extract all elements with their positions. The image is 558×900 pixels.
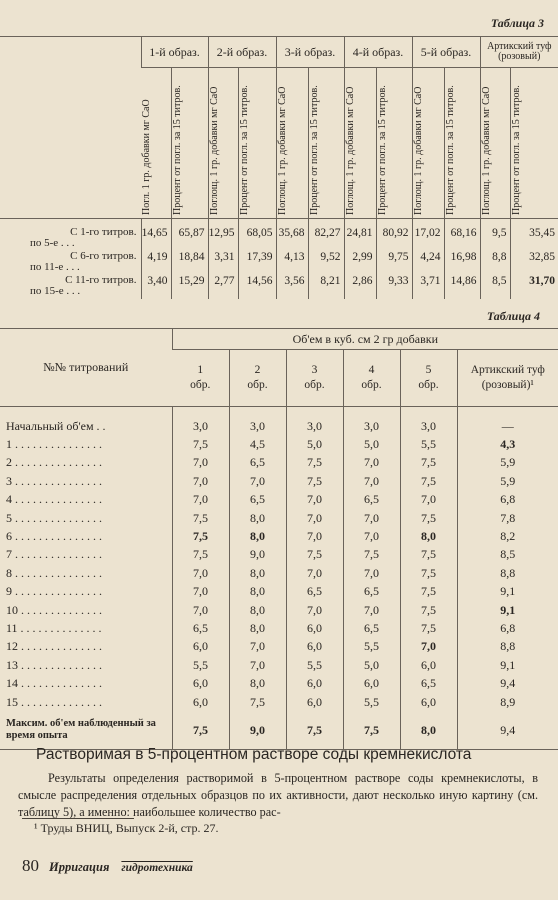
table3-cell: 35,45 — [510, 227, 558, 251]
table3-group: 5-й образ. — [412, 37, 480, 68]
table3-row-label-line2: по 15-е . . . — [30, 285, 81, 297]
table4-max-cell: 8,0 — [400, 711, 457, 750]
table4-col-num: 3 — [311, 364, 318, 376]
table3-corner — [0, 37, 141, 219]
table3-row-label — [0, 251, 141, 275]
table3-cell: 14,86 — [444, 275, 480, 299]
table4-row-label: 2 . . . . . . . . . . . . . . . — [6, 455, 102, 470]
table4-row-label: 15 . . . . . . . . . . . . . . — [6, 694, 102, 709]
table4-cell: 7,5 — [400, 546, 457, 564]
table4-cell: 6,0 — [343, 674, 400, 692]
table4-cell: 7,0 — [400, 638, 457, 656]
table4-cell: 6,0 — [400, 656, 457, 674]
table4-cell: 6,8 — [457, 491, 558, 509]
table4-cell: 9,1 — [457, 583, 558, 601]
table4-row-label: 4 . . . . . . . . . . . . . . . — [6, 492, 102, 507]
table4-row-label: 9 . . . . . . . . . . . . . . . — [6, 584, 102, 599]
footnote: ¹ Труды ВНИЦ, Выпуск 2-й, стр. 27. — [34, 821, 219, 835]
table4-cell: 8,2 — [457, 527, 558, 545]
table4-cell: 7,0 — [229, 638, 286, 656]
table3-cell: 2,99 — [344, 251, 376, 275]
table4-cell: 7,0 — [172, 583, 229, 601]
table3-row — [0, 251, 558, 275]
table4-cell: 3,0 — [343, 407, 400, 436]
table4-cell: 6,0 — [172, 638, 229, 656]
table4-row — [0, 491, 558, 509]
table4-cell: 7,0 — [343, 509, 400, 527]
table4-max-label: Максим. об'ем наблюденный за время опыта — [0, 711, 172, 750]
table3-subheader: Процент от погл. за 15 титров. — [238, 85, 250, 215]
table4-cell: 6,5 — [172, 619, 229, 637]
table4-row-label: 11 . . . . . . . . . . . . . . — [6, 620, 102, 635]
table4-cell: 5,5 — [286, 656, 343, 674]
table4-cell: 7,5 — [400, 583, 457, 601]
table3-cell: 80,92 — [376, 227, 412, 251]
table3-cell: 31,70 — [510, 275, 558, 299]
table4-row-label: 5 . . . . . . . . . . . . . . . — [6, 510, 102, 525]
table4-row-label: 12 . . . . . . . . . . . . . . — [6, 639, 102, 654]
table4-row — [0, 509, 558, 527]
table3-caption: Таблица 3 — [490, 16, 544, 30]
table4-col-sub: обр. — [361, 379, 382, 391]
table4-row-label: 13 . . . . . . . . . . . . . . — [6, 657, 102, 672]
table4-cell: 7,5 — [343, 546, 400, 564]
table4-cell: 7,5 — [286, 546, 343, 564]
table3-cell: 17,39 — [238, 251, 276, 275]
table4-row-label: 8 . . . . . . . . . . . . . . . — [6, 565, 102, 580]
table4-row — [0, 674, 558, 692]
table3-cell: 14,65 — [141, 227, 171, 251]
table4-row — [0, 472, 558, 490]
table4-row — [0, 619, 558, 637]
table3-cell: 24,81 — [344, 227, 376, 251]
table4-col-sub: обр. — [190, 379, 211, 391]
table4-caption: Таблица 4 — [486, 309, 540, 323]
table4-cell: 7,0 — [343, 454, 400, 472]
table3-cell: 65,87 — [171, 227, 208, 251]
table4-cell: 7,0 — [286, 491, 343, 509]
table4-cell: 6,0 — [400, 693, 457, 711]
body-paragraph: Результаты определения растворимой в 5-процентном растворе соды кремнекислоты, в смысле распределения отдельных образцов по их активности, дают несколько иную картину (см. таблицу 5), а именно: наибольшее количество рас- — [18, 771, 538, 819]
table3-cell: 82,27 — [308, 227, 344, 251]
table4-cell: 9,4 — [457, 674, 558, 692]
table4-cell: 6,5 — [400, 674, 457, 692]
table4-cell: 8,5 — [457, 546, 558, 564]
table4-cell: 7,5 — [229, 693, 286, 711]
table4-cell: 4,3 — [457, 435, 558, 453]
table4-cell: 6,5 — [343, 583, 400, 601]
table4-cell: 6,5 — [229, 491, 286, 509]
table3-row-label-line1: С 1-го титров. — [70, 226, 137, 238]
table4-cell: 8,0 — [229, 564, 286, 582]
table4-cell: 5,0 — [286, 435, 343, 453]
table4-max-cell: 9,4 — [457, 711, 558, 750]
table4-cell: 7,0 — [286, 509, 343, 527]
table4-cell: 5,9 — [457, 472, 558, 490]
table3-cell: 35,68 — [276, 227, 308, 251]
table4-cell: 5,0 — [343, 656, 400, 674]
table4-row — [0, 693, 558, 711]
table4-cell: 8,0 — [229, 619, 286, 637]
table4-cell: 7,5 — [400, 472, 457, 490]
table4-row — [0, 454, 558, 472]
table4-cell: 7,5 — [172, 546, 229, 564]
table4-cell: 7,0 — [286, 564, 343, 582]
table3-subheader: Поглощ. 1 гр. добавки мг CaO — [276, 86, 288, 215]
table3-cell: 3,31 — [208, 251, 238, 275]
table4-row — [0, 564, 558, 582]
page-number: 80 — [22, 856, 39, 875]
table3-cell: 32,85 — [510, 251, 558, 275]
table3-cell: 2,86 — [344, 275, 376, 299]
journal-subject: гидротехника — [121, 862, 193, 874]
table3-subheader: Поглощ. 1 гр. добавки мг CaO — [208, 86, 220, 215]
table4-row — [0, 435, 558, 453]
table3-row-label — [0, 227, 141, 251]
table4-cell: 5,5 — [343, 693, 400, 711]
table4-cell: 6,0 — [172, 674, 229, 692]
table4-cell: 7,5 — [172, 527, 229, 545]
table3-cell: 16,98 — [444, 251, 480, 275]
table4-row-label: 6 . . . . . . . . . . . . . . . — [6, 529, 102, 544]
table3-subheader: Погл. 1 гр. добавки мг CaO — [141, 99, 152, 215]
table4-cell: 7,0 — [400, 491, 457, 509]
table4-cell: 7,0 — [172, 564, 229, 582]
table4-group-header: Об'ем в куб. см 2 гр добавки — [172, 329, 558, 350]
table3-cell: 15,29 — [171, 275, 208, 299]
table4-cell: 4,5 — [229, 435, 286, 453]
table4-row — [0, 546, 558, 564]
table4-cell: 7,0 — [343, 564, 400, 582]
table4-cell: 7,0 — [229, 472, 286, 490]
table4-cell: 7,5 — [400, 601, 457, 619]
table4-row — [0, 638, 558, 656]
table4-col-sub: обр. — [418, 379, 439, 391]
table3-cell: 8,5 — [480, 275, 510, 299]
table3-cell: 4,24 — [412, 251, 444, 275]
table4-max-row — [0, 711, 558, 750]
table4-cell: 8,0 — [229, 583, 286, 601]
table4-cell: 6,0 — [286, 638, 343, 656]
table4-cell: 7,5 — [400, 509, 457, 527]
table3-subheader: Поглощ. 1 гр. добавки мг CaO — [412, 86, 424, 215]
table4-max-cell: 9,0 — [229, 711, 286, 750]
section-heading: Растворимая в 5-процентном растворе соды кремнекислота — [36, 746, 472, 763]
table3-group: Артикский туф (розовый) — [480, 37, 558, 68]
table4-row-label: 1 . . . . . . . . . . . . . . . — [6, 437, 102, 452]
table4-cell: 3,0 — [229, 407, 286, 436]
table3-row-label — [0, 275, 141, 299]
table4-cell: 6,8 — [457, 619, 558, 637]
table4-cell: 6,5 — [229, 454, 286, 472]
table4-cell: 8,0 — [229, 527, 286, 545]
table3-subheader: Процент от погл. за 15 титров. — [444, 85, 456, 215]
table3-group-row — [0, 37, 558, 68]
table4-cell: — — [457, 407, 558, 436]
table4-tuff-header-sub: (розовый)¹ — [481, 379, 534, 391]
table4-cell: 8,0 — [229, 509, 286, 527]
table3-row-label-line1: С 11-го титров. — [65, 274, 137, 286]
table4-row-label: 14 . . . . . . . . . . . . . . — [6, 676, 102, 691]
table4-cell: 9,1 — [457, 656, 558, 674]
table3-subheader: Поглощ. 1 гр. добавки мг CaO — [344, 86, 356, 215]
table4-max-cell: 7,5 — [286, 711, 343, 750]
table4-row — [0, 656, 558, 674]
table4 — [0, 328, 558, 750]
table4-cell: 5,9 — [457, 454, 558, 472]
table3-group: 2-й образ. — [208, 37, 276, 68]
table4-cell: 8,8 — [457, 638, 558, 656]
table4-cell: 7,0 — [172, 601, 229, 619]
table4-row — [0, 583, 558, 601]
table4-cell: 8,0 — [400, 527, 457, 545]
table3-cell: 4,13 — [276, 251, 308, 275]
table4-cell: 7,0 — [229, 656, 286, 674]
table4-cell: 3,0 — [172, 407, 229, 436]
table4-col-num: 2 — [254, 364, 261, 376]
table3-cell: 8,21 — [308, 275, 344, 299]
table3-cell: 3,56 — [276, 275, 308, 299]
table4-max-cell: 7,5 — [172, 711, 229, 750]
table4-cell: 7,5 — [172, 435, 229, 453]
table3-cell: 68,16 — [444, 227, 480, 251]
table4-cell: 9,1 — [457, 601, 558, 619]
table4-row-label: 3 . . . . . . . . . . . . . . . — [6, 473, 102, 488]
table3-subheader: Процент от погл. за 15 титров. — [171, 85, 183, 215]
table4-col-num: 5 — [425, 364, 432, 376]
table4-cell: 6,0 — [172, 693, 229, 711]
table3-group: 4-й образ. — [344, 37, 412, 68]
table4-col0-header: №№ титрований — [0, 329, 172, 407]
table3-group: 1-й образ. — [141, 37, 208, 68]
table4-cell: 6,0 — [286, 619, 343, 637]
table4-cell: 5,5 — [172, 656, 229, 674]
footnote-rule — [22, 818, 134, 819]
table3-cell: 4,19 — [141, 251, 171, 275]
table4-row — [0, 407, 558, 436]
table4-cell: 6,0 — [286, 674, 343, 692]
table4-cell: 7,0 — [172, 454, 229, 472]
table3-subheader: Процент от погл. за 15 титров. — [376, 85, 388, 215]
table4-cell: 7,5 — [400, 564, 457, 582]
table4-cell: 3,0 — [286, 407, 343, 436]
table3-cell: 18,84 — [171, 251, 208, 275]
table4-cell: 6,0 — [286, 693, 343, 711]
table4-cell: 7,5 — [400, 454, 457, 472]
table4-cell: 7,0 — [343, 601, 400, 619]
table4-cell: 7,0 — [343, 472, 400, 490]
table4-cell: 3,0 — [400, 407, 457, 436]
table3-cell: 68,05 — [238, 227, 276, 251]
table4-cell: 7,0 — [343, 527, 400, 545]
table3-cell: 3,40 — [141, 275, 171, 299]
table3-row-label-line2: по 5-е . . . — [30, 237, 75, 249]
table3-cell: 9,33 — [376, 275, 412, 299]
table4-cell: 5,5 — [400, 435, 457, 453]
table4-cell: 8,9 — [457, 693, 558, 711]
table4-cell: 7,5 — [400, 619, 457, 637]
table4-cell: 6,5 — [286, 583, 343, 601]
table4-cell: 7,0 — [286, 527, 343, 545]
table4-row-label: Начальный об'ем . . — [6, 418, 106, 433]
table3-subheader: Процент от погл. за 15 титров. — [510, 85, 522, 215]
table3-cell: 14,56 — [238, 275, 276, 299]
table4-tuff-header: Артикский туф — [470, 364, 545, 376]
table3-cell: 3,71 — [412, 275, 444, 299]
table4-row-label: 10 . . . . . . . . . . . . . . — [6, 602, 102, 617]
table4-cell: 5,0 — [343, 435, 400, 453]
table4-cell: 7,5 — [286, 454, 343, 472]
table4-cell: 6,5 — [343, 491, 400, 509]
journal-name: Ирригация — [49, 860, 110, 874]
table4-cell: 9,0 — [229, 546, 286, 564]
table3-row-label-line1: С 6-го титров. — [70, 250, 137, 262]
table4-max-cell: 7,5 — [343, 711, 400, 750]
table4-row-label: 7 . . . . . . . . . . . . . . . — [6, 547, 102, 562]
table3-group: 3-й образ. — [276, 37, 344, 68]
table3 — [0, 36, 558, 299]
table3-cell: 17,02 — [412, 227, 444, 251]
table4-row — [0, 601, 558, 619]
table4-cell: 6,5 — [343, 619, 400, 637]
table4-cell: 8,0 — [229, 674, 286, 692]
table3-subheader: Поглощ. 1 гр. добавки мг CaO — [480, 86, 492, 215]
table4-row — [0, 527, 558, 545]
table3-cell: 9,75 — [376, 251, 412, 275]
table3-row-label-line2: по 11-е . . . — [30, 261, 80, 273]
table3-cell: 9,52 — [308, 251, 344, 275]
table3-cell: 8,8 — [480, 251, 510, 275]
table3-cell: 9,5 — [480, 227, 510, 251]
table4-cell: 8,8 — [457, 564, 558, 582]
table4-col-sub: обр. — [247, 379, 268, 391]
table4-cell: 7,5 — [286, 472, 343, 490]
table4-cell: 8,0 — [229, 601, 286, 619]
table3-row — [0, 275, 558, 299]
table4-header-row — [0, 329, 558, 350]
table3-subheader: Процент от погл. за 15 титров. — [308, 85, 320, 215]
table4-cell: 7,0 — [172, 472, 229, 490]
table4-cell: 7,5 — [172, 509, 229, 527]
table3-cell: 2,77 — [208, 275, 238, 299]
table4-col-num: 4 — [368, 364, 375, 376]
table4-cell: 7,0 — [286, 601, 343, 619]
table4-cell: 7,0 — [172, 491, 229, 509]
table3-row — [0, 227, 558, 251]
table4-col-sub: обр. — [304, 379, 325, 391]
table4-cell: 7,8 — [457, 509, 558, 527]
table4-cell: 5,5 — [343, 638, 400, 656]
table3-cell: 12,95 — [208, 227, 238, 251]
page-footer — [22, 856, 193, 876]
table4-col-num: 1 — [197, 364, 204, 376]
